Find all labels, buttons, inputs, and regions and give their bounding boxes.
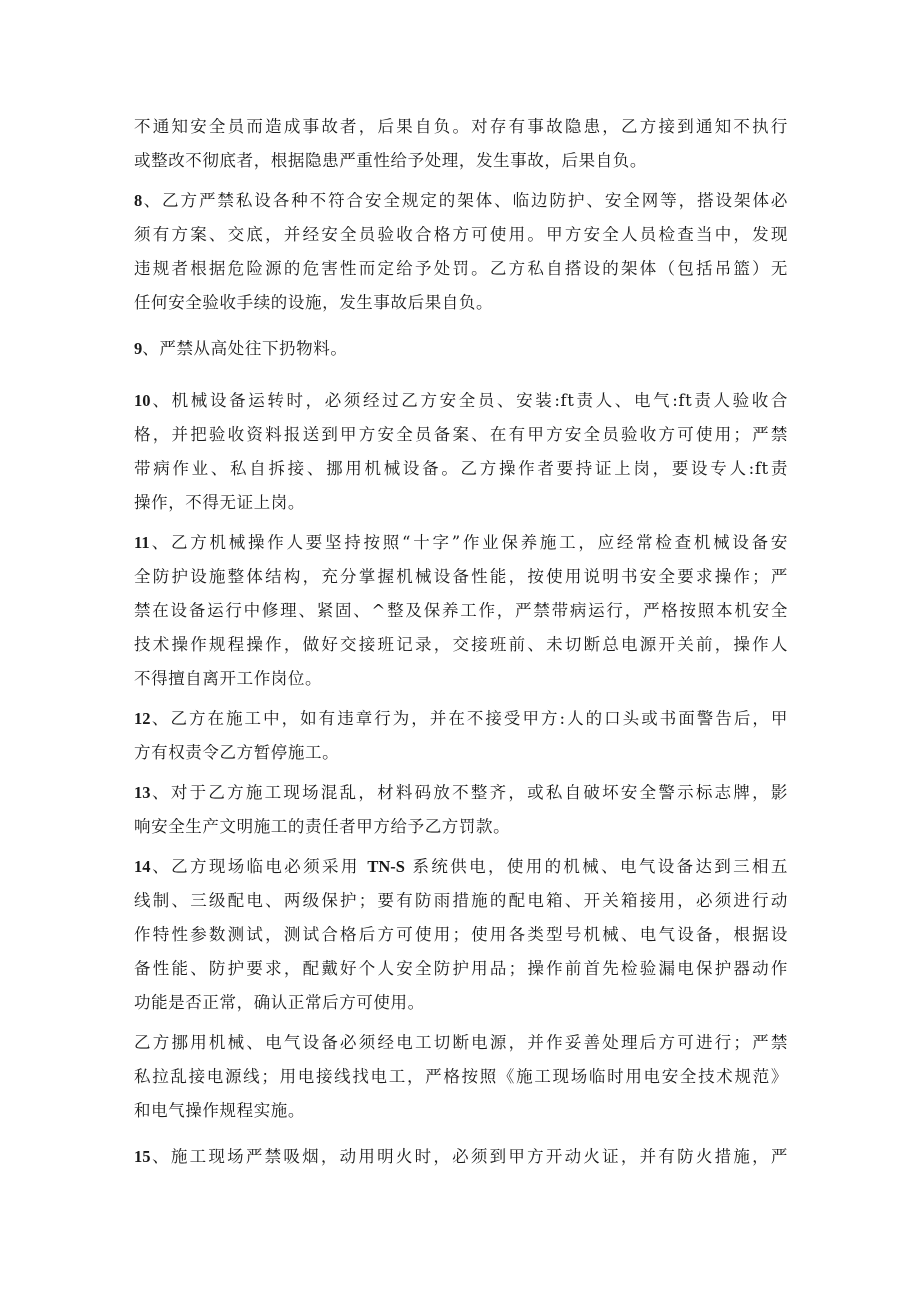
text-line: 须有方案、交底，并经安全员验收合格方可使用。甲方安全人员检查当中，发现 bbox=[134, 225, 788, 244]
text-line: 禁在设备运行中修理、紧固、^整及保养工作，严禁带病运行，严格按照本机安全 bbox=[134, 601, 788, 620]
text-line: 和电气操作规程实施。 bbox=[134, 1101, 305, 1120]
paragraph-number: 13 bbox=[134, 783, 151, 802]
text-line: 违规者根据危险源的危害性而定给予处罚。乙方私自搭设的架体（包括吊篮）无 bbox=[134, 259, 788, 278]
text-line: 乙方挪用机械、电气设备必须经电工切断电源，并作妥善处理后方可进行；严禁 bbox=[134, 1033, 788, 1052]
paragraph-number: 8 bbox=[134, 191, 143, 210]
system-term: TN-S bbox=[367, 857, 405, 876]
text-span: 、机械设备运转时，必须经过乙方安全员、安装:ft责人、电气:ft责人验收合 bbox=[150, 391, 788, 410]
text-span: 系统供电，使用的机械、电气设备达到三相五 bbox=[412, 857, 788, 876]
text-line: 响安全生产文明施工的责任者甲方给予乙方罚款。 bbox=[134, 817, 511, 836]
paragraph-12-line-1 bbox=[134, 704, 788, 734]
text-line: 备性能、防护要求，配戴好个人安全防护用品；操作前首先检验漏电保护器动作 bbox=[134, 959, 788, 978]
text-span: 、乙方在施工中，如有违章行为，并在不接受甲方:人的口头或书面警告后，甲 bbox=[150, 709, 788, 728]
paragraph-9-line-1 bbox=[134, 334, 788, 364]
text-line: 技术操作规程操作，做好交接班记录，交接班前、未切断总电源开关前，操作人 bbox=[134, 635, 788, 654]
paragraph-number: 14 bbox=[134, 857, 151, 876]
text-span: 、乙方机械操作人要坚持按照“十字”作业保养施工，应经常检查机械设备安 bbox=[149, 533, 788, 552]
paragraph-15-line-1 bbox=[134, 1142, 788, 1172]
text-line: 格，并把验收资料报送到甲方安全员备案、在有甲方安全员验收方可使用；严禁 bbox=[134, 425, 788, 444]
paragraph-11-line-1 bbox=[134, 528, 788, 558]
paragraph-13-line-1 bbox=[134, 778, 788, 808]
text-span: 、对于乙方施工现场混乱，材料码放不整齐，或私自破坏安全警示标志牌，影 bbox=[150, 783, 788, 802]
text-span: 、乙方现场临电必须采用 bbox=[150, 857, 360, 876]
text-line: 或整改不彻底者，根据隐患严重性给予处理，发生事故，后果自负。 bbox=[134, 151, 647, 170]
text-line: 私拉乱接电源线；用电接线找电工，严格按照《施工现场临时用电安全技术规范》 bbox=[134, 1067, 788, 1086]
text-line: 不通知安全员而造成事故者，后果自负。对存有事故隐患，乙方接到通知不执行 bbox=[134, 117, 788, 136]
text-span: 、乙方严禁私设各种不符合安全规定的架体、临边防护、安全网等，搭设架体必 bbox=[142, 191, 788, 210]
paragraph-number: 9 bbox=[134, 339, 143, 358]
paragraph-number: 12 bbox=[134, 709, 151, 728]
paragraph-14-line-1 bbox=[134, 852, 788, 882]
text-line: 线制、三级配电、两级保护；要有防雨措施的配电箱、开关箱接用，必须进行动 bbox=[134, 891, 788, 910]
paragraph-8-line-1 bbox=[134, 186, 788, 216]
paragraph-10-line-1 bbox=[134, 386, 788, 416]
text-line: 不得擅自离开工作岗位。 bbox=[134, 669, 323, 688]
text-span: 、严禁从高处往下扔物料。 bbox=[142, 339, 348, 358]
text-line: 带病作业、私自拆接、挪用机械设备。乙方操作者要持证上岗，要设专人:ft责 bbox=[134, 459, 788, 478]
text-line: 功能是否正常，确认正常后方可使用。 bbox=[134, 993, 425, 1012]
text-span: 、施工现场严禁吸烟，动用明火时，必须到甲方开动火证，并有防火措施，严 bbox=[150, 1147, 788, 1166]
paragraph-number: 15 bbox=[134, 1147, 151, 1166]
text-line: 全防护设施整体结构，充分掌握机械设备性能，按使用说明书安全要求操作；严 bbox=[134, 567, 788, 586]
paragraph-number: 11 bbox=[134, 533, 150, 552]
text-line: 操作，不得无证上岗。 bbox=[134, 493, 305, 512]
text-line: 方有权责令乙方暂停施工。 bbox=[134, 743, 340, 762]
paragraph-number: 10 bbox=[134, 391, 151, 410]
text-line: 作特性参数测试，测试合格后方可使用；使用各类型号机械、电气设备，根据设 bbox=[134, 925, 788, 944]
text-line: 任何安全验收手续的设施，发生事故后果自负。 bbox=[134, 293, 494, 312]
